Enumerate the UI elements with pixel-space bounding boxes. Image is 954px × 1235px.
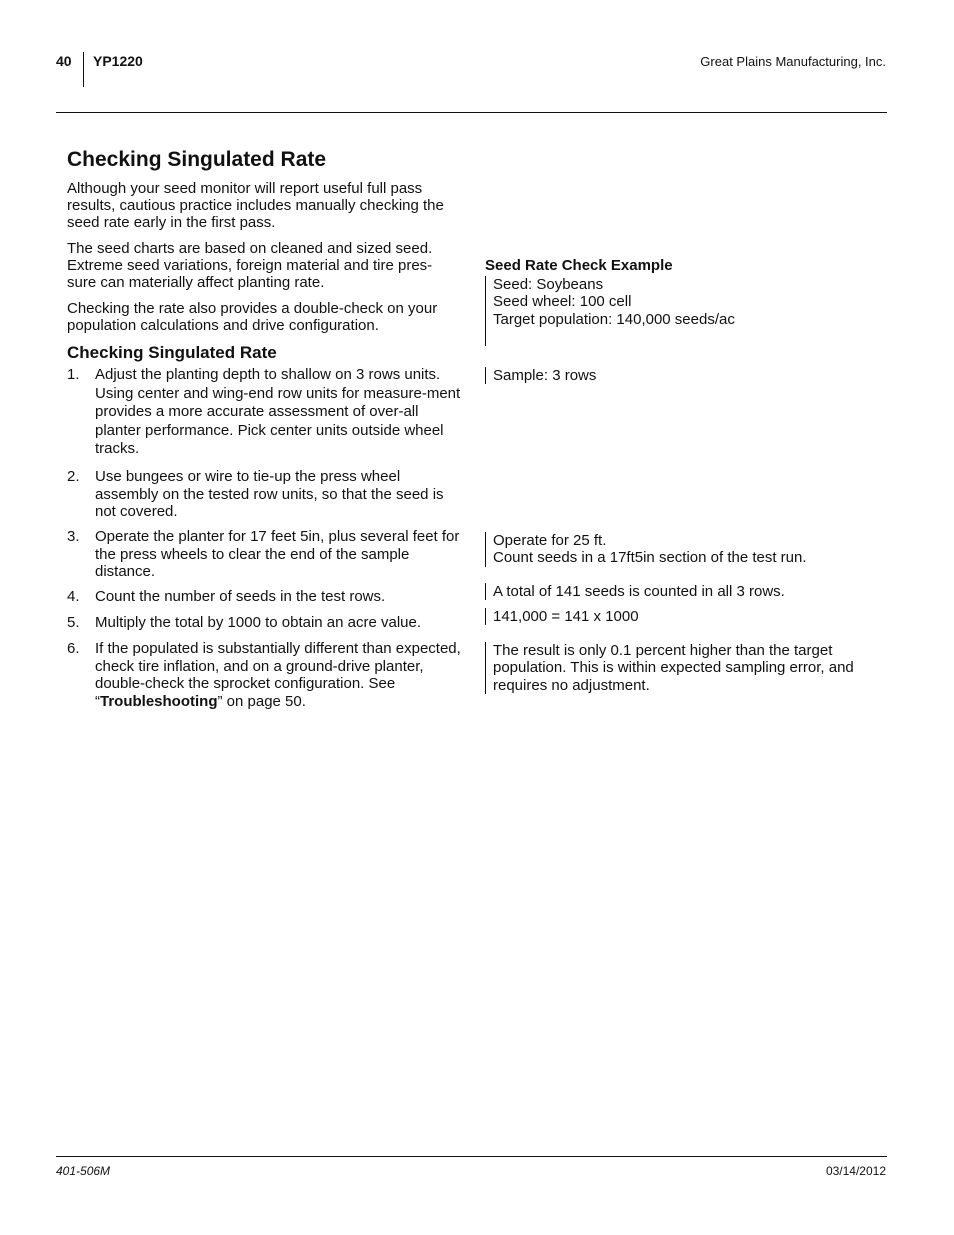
step-text: Operate the planter for 17 feet 5in, plus several feet for the press wheels to clear the end of the sample distance. xyxy=(95,528,460,580)
header-divider xyxy=(83,52,84,87)
header-rule xyxy=(56,112,887,113)
subheading: Checking Singulated Rate xyxy=(67,343,277,362)
footer-rule xyxy=(56,1156,887,1157)
result-line-3: requires no adjustment. xyxy=(493,676,650,694)
step-3 xyxy=(67,528,462,581)
step-text-before: If the populated is substantially different than expected, check tire inflation, and on a ground-drive planter, double-check the sprocket configuration. See “ xyxy=(95,640,461,710)
step-text: Use bungees or wire to tie-up the press wheel assembly on the tested row units, so that the seed is not covered. xyxy=(95,468,444,520)
step-text: Multiply the total by 1000 to obtain an acre value. xyxy=(95,614,422,631)
seed-count: A total of 141 seeds is counted in all 3 rows. xyxy=(493,583,785,600)
example-count xyxy=(485,583,785,600)
step-text-after: ” on page 50. xyxy=(217,692,306,710)
step-text: Count the number of seeds in the test rows. xyxy=(95,588,386,605)
operate-distance: Operate for 25 ft. xyxy=(493,532,607,549)
seed-type: Seed: Soybeans xyxy=(493,276,604,293)
result-line-2: population. This is within expected sampling error, and xyxy=(493,659,854,677)
example-title: Seed Rate Check Example xyxy=(485,257,673,274)
step-number: 6. xyxy=(67,640,80,657)
example-multiply xyxy=(485,608,639,625)
step-text xyxy=(95,640,462,710)
count-section: Count seeds in a 17ft5in section of the test run. xyxy=(493,549,807,567)
example-sample xyxy=(485,367,596,384)
step-number: 5. xyxy=(67,614,80,631)
document-number: 401-506M xyxy=(56,1164,111,1178)
step-1 xyxy=(67,366,462,459)
section-title: Checking Singulated Rate xyxy=(67,148,327,171)
step-text: Adjust the planting depth to shallow on 3 rows units. Using center and wing-end row units for measure-ment provides a more accurate assessment of over-all planter performance. Pick center units outside wheel tracks. xyxy=(95,366,461,458)
acre-value: 141,000 = 141 x 1000 xyxy=(493,608,639,625)
step-6 xyxy=(67,640,462,710)
page-number: 40 xyxy=(56,53,72,69)
step-number: 4. xyxy=(67,588,80,605)
step-4 xyxy=(67,588,462,606)
result-line-1: The result is only 0.1 percent higher than the target xyxy=(493,642,833,659)
step-5 xyxy=(67,614,462,632)
example-result xyxy=(485,642,854,694)
step-number: 1. xyxy=(67,366,80,383)
intro-paragraph-2: The seed charts are based on cleaned and sized seed. Extreme seed variations, foreign material and tire pres-sure can materially affect planting rate. xyxy=(67,240,433,291)
step-number: 2. xyxy=(67,468,80,485)
example-operate xyxy=(485,532,807,567)
intro-paragraph-1: Although your seed monitor will report useful full pass results, cautious practice includes manually checking the seed rate early in the first pass. xyxy=(67,180,444,231)
step-2 xyxy=(67,468,462,521)
model-name: YP1220 xyxy=(93,53,143,69)
sample-size: Sample: 3 rows xyxy=(493,367,597,384)
example-setup xyxy=(485,276,735,346)
company-name: Great Plains Manufacturing, Inc. xyxy=(700,54,886,69)
intro-paragraph-3: Checking the rate also provides a double-check on your population calculations and drive configuration. xyxy=(67,300,438,334)
step-number: 3. xyxy=(67,528,80,545)
seed-wheel: Seed wheel: 100 cell xyxy=(493,293,632,311)
troubleshooting-link[interactable]: Troubleshooting xyxy=(100,692,218,710)
target-population: Target population: 140,000 seeds/ac xyxy=(493,310,735,328)
document-date: 03/14/2012 xyxy=(825,1164,886,1178)
